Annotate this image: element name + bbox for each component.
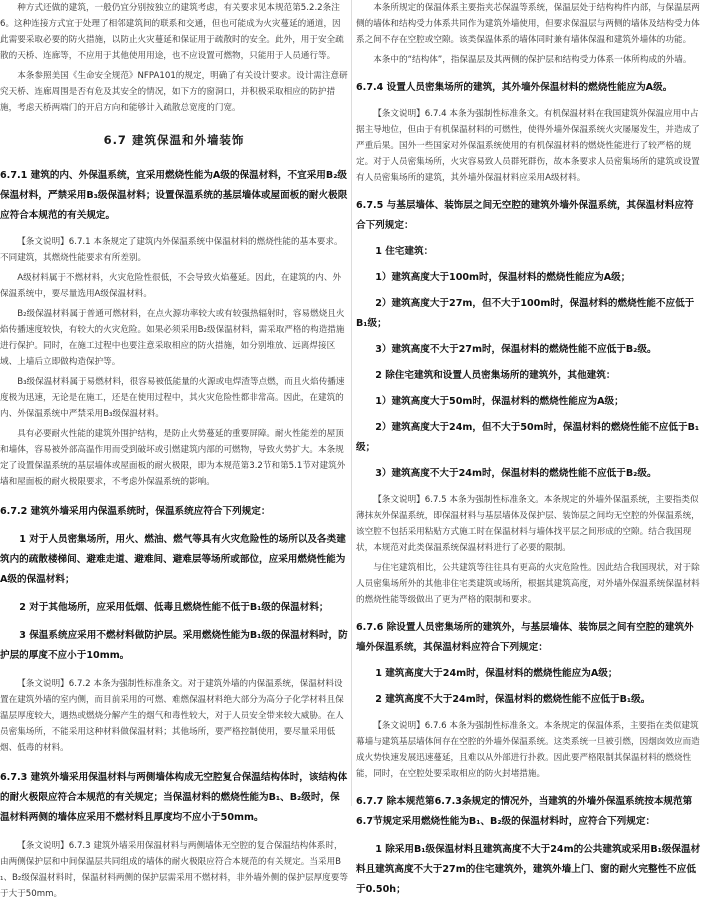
clause-6-7-5-item-1-1: 1）建筑高度大于100m时，保温材料的燃烧性能应为A级； [375,272,631,283]
intro-paragraph-1: 种方式还做的建筑，一般仍宜分别按独立的建筑考虑，有关要求见本规范第5.2.2条注6。这种连接方式宜于处理了相邻建筑间的联系和交通，但也可能成为火灾蔓延的通道，因此需要采取必要的防火措施，以防止火灾蔓延和保证用于疏散时的安全。此外，用于安全疏散的天桥、连廊等，不应用于其他使用用途，也不应设置可燃物，只能用于人员通行等。 [0,3,344,61]
explanation-6-7-5-a: 【条文说明】6.7.5 本条为强制性标准条文。本条规定的外墙外保温系统，主要指类似薄抹灰外保温系统，即保温材料与基层墙体及保护层、装饰层之间均无空腔的外保温系统，该空腔不包括采用粘贴方式施工时在保温材料与墙体找平层之间形成的空隙。结合我国现状，本规范对此类保温系统保温材料进行了必要的限制。 [356,495,700,553]
section-title: 6.7 建筑保温和外墙装饰 [103,133,245,147]
left-column [0,0,348,902]
explanation-6-7-1-c: B₂级保温材料属于普通可燃材料，在点火源功率较大或有较强热辐射时，容易燃烧且火焰传播速度较快，有较大的火灾危险。如果必须采用B₂级保温材料，需采取严格的构造措施进行保护。同时，在施工过程中也要注意采取相应的防火措施，如分别堆放、远离焊接区域、上墙后立即做构造保护等。 [0,309,345,367]
clause-6-7-7: 6.7.7 除本规范第6.7.3条规定的情况外，当建筑的外墙外保温系统按本规范第6.7节规定采用燃烧性能为B₁、B₂级的保温材料时，应符合下列规定： [356,796,693,827]
clause-6-7-5-item-2: 2 除住宅建筑和设置人员密集场所的建筑外，其他建筑： [375,370,616,381]
clause-6-7-2-item-2: 2 对于其他场所，应采用低烟、低毒且燃烧性能不低于B₁级的保温材料； [19,602,329,613]
continued-paragraph-1: 本条所规定的保温体系主要指夹芯保温等系统，保温层处于结构构件内部，与保温层两侧的墙体和结构受力体系共同作为建筑外墙使用，但要求保温层与两侧的墙体及结构受力体系之间不存在空腔或空隙。该类保温体系的墙体同时兼有墙体保温和建筑外墙体的功能。 [356,3,700,45]
explanation-6-7-2: 【条文说明】6.7.2 本条为强制性标准条文。对于建筑外墙的内保温系统，保温材料设置在建筑外墙的室内侧，而目前采用的可燃、难燃保温材料绝大部分为高分子化学材料且保温层厚度较大，遇热或燃烧分解产生的烟气和毒性较大，对于人员安全带来较大威胁。在人员密集场所，不能采用这种材料做保温材料；其他场所，要严格控制使用，要尽量采用低烟、低毒的材料。 [0,679,344,753]
column-divider [351,0,352,806]
clause-6-7-4: 6.7.4 设置人员密集场所的建筑，其外墙外保温材料的燃烧性能应为A级。 [356,82,673,93]
clause-6-7-5: 6.7.5 与基层墙体、装饰层之间无空腔的建筑外墙外保温系统，其保温材料应符合下列规定： [356,200,694,231]
clause-6-7-6: 6.7.6 除设置人员密集场所的建筑外，与基层墙体、装饰层之间有空腔的建筑外墙外保温系统，其保温材料应符合下列规定： [356,622,694,653]
clause-6-7-6-item-1: 1 建筑高度大于24m时，保温材料的燃烧性能应为A级； [375,668,618,679]
intro-paragraph-2: 本条参照美国《生命安全规范》NFPA101的规定，明确了有关设计要求。设计需注意研究天桥、连廊周围是否有危及其安全的情况，如下方的窗洞口，并积极采取相应的防护措施，考虑天桥两端门的开启方向和能够计入疏散总宽度的门宽。 [0,71,348,113]
clause-6-7-7-item-1: 1 除采用B₁级保温材料且建筑高度不大于24m的公共建筑或采用B₁级保温材料且建筑高度不大于27m的住宅建筑外，建筑外墙上门、窗的耐火完整性不应低于0.50h； [356,844,701,895]
explanation-6-7-1-e: 具有必要耐火性能的建筑外围护结构，是防止火势蔓延的重要屏障。耐火性能差的屋顶和墙体，容易被外部高温作用而受到破坏或引燃建筑内部的可燃物，导致火势扩大。本条规定了设置保温系统的基层墙体或屋面板的耐火极限，即为本规范第3.2节和第5.1节对建筑外墙和屋面板的耐火极限要求，不考虑外保温系统的影响。 [0,429,346,487]
clause-6-7-1: 6.7.1 建筑的内、外保温系统，宜采用燃烧性能为A级的保温材料，不宜采用B₂级保温材料，严禁采用B₃级保温材料；设置保温系统的基层墙体或屋面板的耐火极限应符合本规范的有关规定。 [0,170,348,221]
clause-6-7-3: 6.7.3 建筑外墙采用保温材料与两侧墙体构成无空腔复合保温结构体时，该结构体的耐火极限应符合本规范的有关规定；当保温材料的燃烧性能为B₁、B₂级时，保温材料两侧的墙体应采用不燃材料且厚度均不应小于50mm。 [0,772,348,823]
explanation-6-7-6: 【条文说明】6.7.6 本条为强制性标准条文。本条规定的保温体系，主要指在类似建筑幕墙与建筑基层墙体间存在空腔的外墙外保温系统。这类系统一旦被引燃，因烟囱效应而造成火势快速发展迅速蔓延，且难以从外部进行扑救。因此要严格限制其保温材料的燃烧性能，同时，在空腔处要采取相应的防火封堵措施。 [356,721,700,779]
clause-6-7-2: 6.7.2 建筑外墙采用内保温系统时，保温系统应符合下列规定： [0,506,271,517]
explanation-6-7-5-b: 与住宅建筑相比，公共建筑等往往具有更高的火灾危险性。因此结合我国现状，对于除人员密集场所外的其他非住宅类建筑或场所，根据其建筑高度，对外墙外保温系统保温材料的燃烧性能等级做出了更为严格的限制和要求。 [356,563,700,605]
explanation-6-7-3: 【条文说明】6.7.3 建筑外墙采用保温材料与两侧墙体无空腔的复合保温结构体系时，由两侧保护层和中间保温层共同组成的墙体的耐火极限应符合本规范的有关规定。当采用B₁、B₂级保温材料时，保温材料两侧的保护层需采用不燃材料，非外墙外侧的保护层厚度要等于大于50mm。 [0,841,348,899]
clause-6-7-5-item-1: 1 住宅建筑： [375,246,434,257]
clause-6-7-5-item-1-3: 3）建筑高度不大于27m时，保温材料的燃烧性能不应低于B₂级。 [375,344,657,355]
clause-6-7-5-item-2-2: 2）建筑高度大于24m，但不大于50m时，保温材料的燃烧性能不应低于B₁级； [356,422,700,453]
right-column [356,0,701,900]
clause-6-7-5-item-2-1: 1）建筑高度大于50m时，保温材料的燃烧性能应为A级； [375,396,624,407]
clause-6-7-2-item-1: 1 对于人员密集场所，用火、燃油、燃气等具有火灾危险性的场所以及各类建筑内的疏散楼梯间、避难走道、避难间、避难层等场所或部位，应采用燃烧性能为A级的保温材料； [0,534,346,585]
explanation-6-7-1-a: 【条文说明】6.7.1 本条规定了建筑内外保温系统中保温材料的燃烧性能的基本要求。不同建筑，其燃烧性能要求有所差别。 [0,237,343,263]
continued-paragraph-2: 本条中的“结构体”，指保温层及其两侧的保护层和结构受力体系一体所构成的外墙。 [373,55,692,65]
clause-6-7-6-item-2: 2 建筑高度不大于24m时，保温材料的燃烧性能不应低于B₁级。 [375,694,651,705]
explanation-6-7-4: 【条文说明】6.7.4 本条为强制性标准条文。有机保温材料在我国建筑外保温应用中占据主导地位，但由于有机保温材料的可燃性，使得外墙外保温系统火灾屡屡发生，并造成了严重后果。国外一些国家对外保温系统使用的有机保温材料的燃烧性能进行了较严格的规定。对于人员密集场所，火灾容易致人员群死群伤，故本条要求人员密集场所的建筑或设置有人员密集场所的建筑，其外墙外保温材料应采用A级材料。 [356,109,700,183]
clause-6-7-5-item-2-3: 3）建筑高度不大于24m时，保温材料的燃烧性能不应低于B₂级。 [375,468,657,479]
clause-6-7-2-item-3: 3 保温系统应采用不燃材料做防护层。采用燃烧性能为B₁级的保温材料时，防护层的厚度不应小于10mm。 [0,630,348,661]
explanation-6-7-1-b: A级材料属于不燃材料，火灾危险性很低，不会导致火焰蔓延。因此，在建筑的内、外保温系统中，要尽量选用A级保温材料。 [0,273,342,299]
explanation-6-7-1-d: B₃级保温材料属于易燃材料，很容易被低能量的火源或电焊渣等点燃，而且火焰传播速度极为迅速，无论是在施工，还是在使用过程中，其火灾危险性都非常高。因此，在建筑的内、外保温系统中严禁采用B₃级保温材料。 [0,377,345,419]
clause-6-7-5-item-1-2: 2）建筑高度大于27m，但不大于100m时，保温材料的燃烧性能不应低于B₁级； [356,298,695,329]
